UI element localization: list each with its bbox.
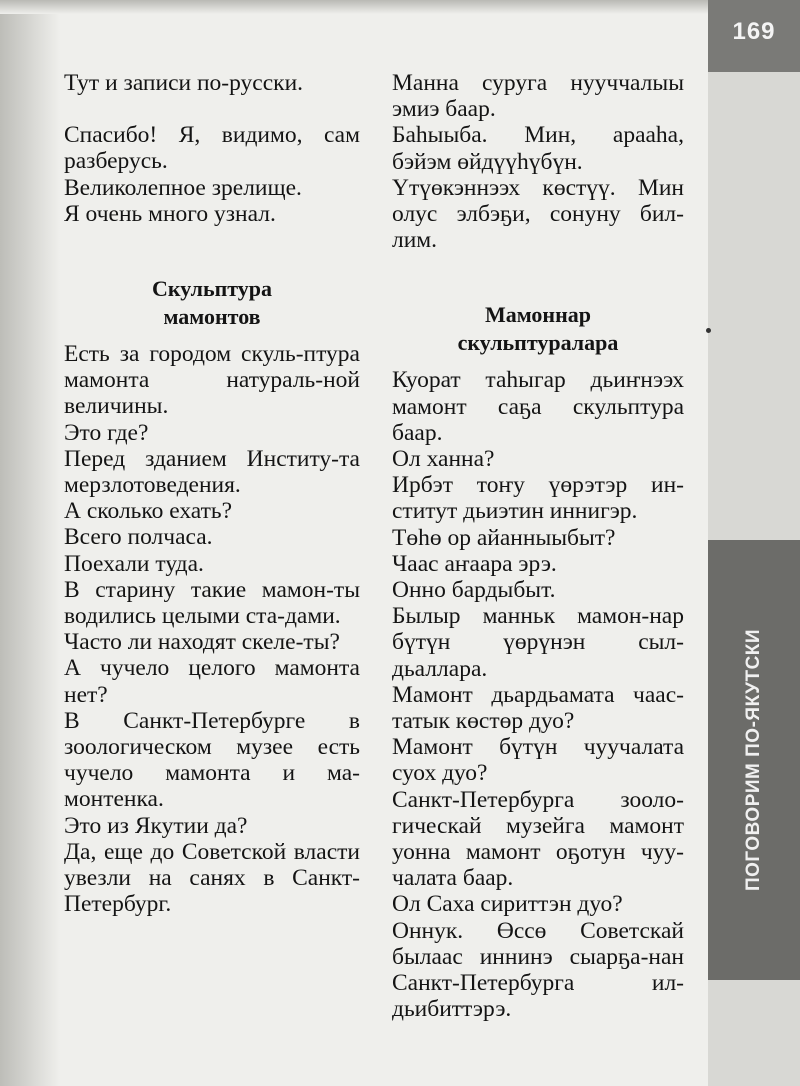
heading-line: мамонтов (163, 304, 261, 330)
heading-line: Скульптура (151, 276, 273, 302)
phrase: Великолепное зрелище. (64, 174, 302, 201)
phrase: Оннук. Өссө Советскай былаас иннинэ сыарҕа-нан Санкт-Петербурга ил-дьибиттэрэ. (392, 917, 684, 1023)
phrase: Это из Якутии да? (64, 812, 248, 839)
phrase: Ол Саха сириттэн дуо? (392, 891, 623, 918)
phrase: Ол ханна? (392, 446, 495, 473)
russian-column (64, 70, 360, 917)
phrase: Да, еще до Советской власти увезли на санях в Санкт-Петербург. (64, 838, 360, 918)
phrase: Мамонт дьардьамата чаас-татык көстөр дуо? (392, 681, 684, 735)
phrase: Я очень много узнал. (64, 200, 276, 227)
phrase: А чучело целого мамонта нет? (64, 655, 360, 708)
phrase: Это где? (64, 419, 149, 446)
ink-speck (706, 328, 711, 333)
phrase: Поехали туда. (64, 550, 204, 577)
phrase: Всего полчаса. (64, 524, 213, 551)
page-number: 169 (732, 18, 776, 45)
heading-line: Мамоннар (484, 302, 592, 328)
phrase: Ирбэт тоҥу үөрэтэр ин-ститут дьиэтин иннигэр. (392, 472, 684, 525)
yakut-column (392, 70, 684, 1023)
section-heading (392, 301, 684, 357)
phrase: Тут и записи по-русски. (64, 70, 304, 96)
section-heading (64, 275, 360, 331)
phrase: Төһө ор айанныыбыт? (392, 524, 616, 551)
page-top-shadow (0, 0, 800, 14)
phrase: Манна суруга нууччалыы эмиэ баар. (392, 70, 684, 123)
section-label: ПОГОВОРИМ ПО-ЯКУТСКИ (743, 628, 764, 892)
phrase: Былыр манньк мамон-нар бүтүн үөрүнэн сыл-дьаллара. (392, 603, 684, 682)
phrase: В Санкт-Петербурге в зоологическом музее есть чучело мамонта и ма-монтенка. (64, 707, 360, 813)
phrase: Есть за городом скуль-птура мамонта натураль-ной величины. (64, 341, 360, 420)
phrase: Чаас аҥаара эрэ. (392, 550, 557, 577)
phrase: Баһыыба. Мин, арааһа, бэйэм өйдүүһүбүн. (392, 122, 684, 175)
phrase: Перед зданием Институ-та мерзлотоведения. (64, 445, 360, 499)
phrase: Онно бардыбыт. (392, 577, 556, 604)
phrase: Үтүөкэннээх көстүү. Мин олус элбэҕи, сонуну бил-лим. (392, 174, 684, 254)
phrase: Мамонт бүтүн чуучалата суох дуо? (392, 734, 684, 787)
phrase: Санкт-Петербурга зооло-гическай музейга мамонт уонна мамонт оҕотун чуу-чалата баар. (392, 786, 684, 892)
phrase: Спасибо! Я, видимо, сам разберусь. (64, 122, 360, 175)
phrase: Часто ли находят скеле-ты? (64, 629, 340, 656)
heading-line: скульптуралара (457, 330, 619, 356)
phrase: Куорат таһыгар дьиҥнээх мамонт саҕа скульптура баар. (392, 367, 684, 446)
phrase: А сколько ехать? (64, 498, 233, 525)
page-edge-shadow (0, 0, 60, 1086)
phrase: В старину такие мамон-ты водились целыми ста-дами. (64, 576, 360, 630)
